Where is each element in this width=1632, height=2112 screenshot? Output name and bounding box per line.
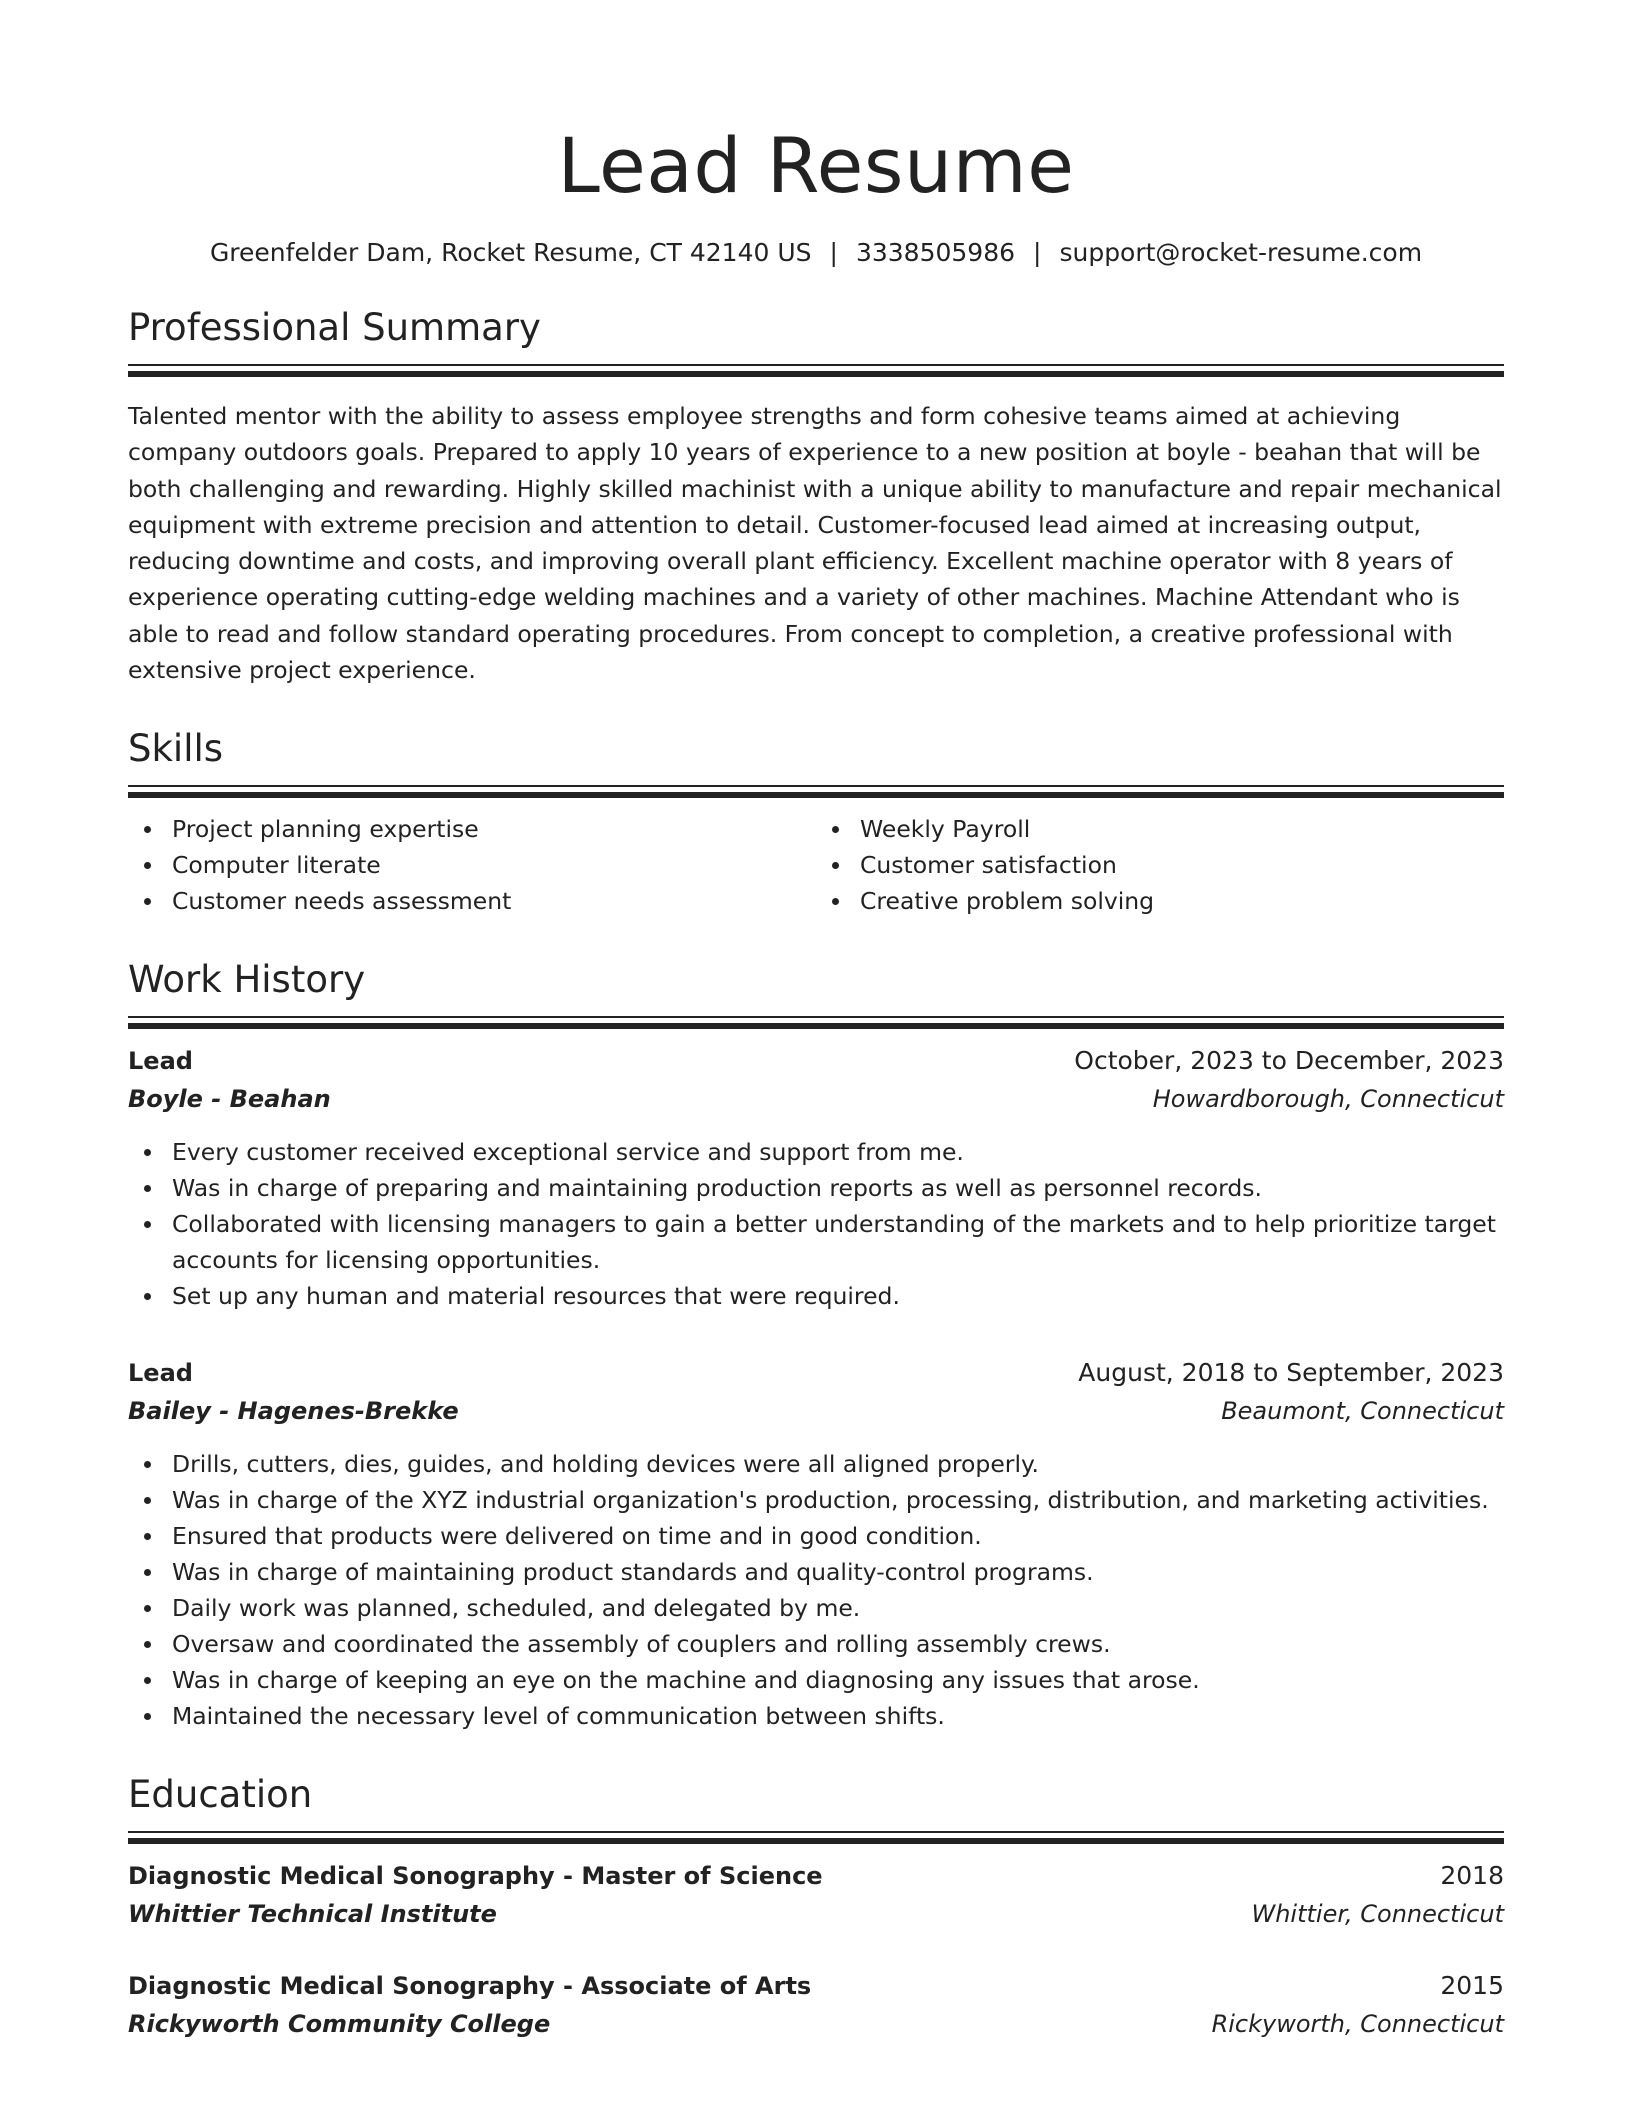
job-employer: Bailey - Hagenes-Brekke xyxy=(128,1397,459,1426)
professional-summary-section xyxy=(128,306,1504,688)
skill-item: Project planning expertise xyxy=(172,811,816,847)
job-location: Beaumont, Connecticut xyxy=(1221,1397,1504,1426)
job-dates: August, 2018 to September, 2023 xyxy=(1078,1358,1504,1388)
skill-item: Computer literate xyxy=(172,847,816,883)
job-title: Lead xyxy=(128,1359,193,1388)
education-school-row xyxy=(128,1895,1504,1933)
job-duty-item: Was in charge of keeping an eye on the machine and diagnosing any issues that arose. xyxy=(172,1662,1504,1698)
skill-item: Customer needs assessment xyxy=(172,883,816,919)
summary-text: Talented mentor with the ability to assess employee strengths and form cohesive teams aimed at achieving company outdoors goals. Prepared to apply 10 years of experience to a new position at boyle - beahan that will be both challenging and rewarding. Highly skilled machinist with a unique ability to manufacture and repair mechanical equipment with extreme precision and attention to detail. Customer-focused lead aimed at increasing output, reducing downtime and costs, and improving overall plant efficiency. Excellent machine operator with 8 years of experience operating cutting-edge welding machines and a variety of other machines. Machine Attendant who is able to read and follow standard operating procedures. From concept to completion, a creative professional with extensive project experience. xyxy=(128,402,1502,685)
section-divider xyxy=(128,785,1504,787)
job-duty-item: Set up any human and material resources that were required. xyxy=(172,1278,1504,1314)
contact-separator: | xyxy=(1033,238,1042,267)
job-duty-item: Daily work was planned, scheduled, and delegated by me. xyxy=(172,1590,1504,1626)
education-location: Whittier, Connecticut xyxy=(1251,1900,1504,1929)
resume-header xyxy=(128,121,1504,267)
education-school: Whittier Technical Institute xyxy=(128,1900,497,1929)
skills-column-right xyxy=(816,811,1504,919)
skills-column-left xyxy=(128,811,816,919)
education-degree: Diagnostic Medical Sonography - Master of Science xyxy=(128,1862,823,1891)
section-title-education: Education xyxy=(128,1773,313,1817)
skills-grid xyxy=(128,811,1504,919)
job-dates: October, 2023 to December, 2023 xyxy=(1074,1046,1504,1076)
job-duty-item: Oversaw and coordinated the assembly of couplers and rolling assembly crews. xyxy=(172,1626,1504,1662)
job-duties-list xyxy=(128,1446,1504,1734)
job-duty-item: Was in charge of the XYZ industrial organization's production, processing, distribution, and marketing activities. xyxy=(172,1482,1504,1518)
education-header-row xyxy=(128,1967,1504,2005)
job-duty-item: Collaborated with licensing managers to gain a better understanding of the markets and to help prioritize target accounts for licensing opportunities. xyxy=(172,1206,1504,1278)
work-history-section xyxy=(128,958,1504,1734)
section-title-skills: Skills xyxy=(128,727,224,771)
job-duty-item: Ensured that products were delivered on time and in good condition. xyxy=(172,1518,1504,1554)
education-header-row xyxy=(128,1857,1504,1895)
job-header-row xyxy=(128,1042,1504,1080)
contact-email: support@rocket-resume.com xyxy=(1059,238,1423,267)
job-employer-row xyxy=(128,1080,1504,1118)
skill-item: Customer satisfaction xyxy=(860,847,1504,883)
job-entry xyxy=(128,1042,1504,1314)
section-title-summary: Professional Summary xyxy=(128,306,541,349)
education-year: 2015 xyxy=(1440,1971,1504,2001)
resume-name: Lead Resume xyxy=(557,121,1075,210)
skill-item: Weekly Payroll xyxy=(860,811,1504,847)
skill-item: Creative problem solving xyxy=(860,883,1504,919)
contact-separator: | xyxy=(829,238,838,267)
education-section xyxy=(128,1773,1504,2043)
job-employer-row xyxy=(128,1392,1504,1430)
job-entry xyxy=(128,1354,1504,1734)
job-header-row xyxy=(128,1354,1504,1392)
education-year: 2018 xyxy=(1440,1861,1504,1891)
education-location: Rickyworth, Connecticut xyxy=(1211,2010,1504,2039)
skills-section xyxy=(128,727,1504,919)
job-duty-item: Maintained the necessary level of communication between shifts. xyxy=(172,1698,1504,1734)
contact-address: Greenfelder Dam, Rocket Resume, CT 42140 US xyxy=(209,238,812,267)
section-divider xyxy=(128,1831,1504,1833)
section-title-work: Work History xyxy=(128,958,366,1002)
job-title: Lead xyxy=(128,1047,193,1076)
section-divider xyxy=(128,1016,1504,1018)
education-entry xyxy=(128,1967,1504,2043)
job-duty-item: Was in charge of maintaining product standards and quality-control programs. xyxy=(172,1554,1504,1590)
contact-line xyxy=(128,240,1504,265)
job-duties-list xyxy=(128,1134,1504,1314)
education-school-row xyxy=(128,2005,1504,2043)
job-duty-item: Every customer received exceptional service and support from me. xyxy=(172,1134,1504,1170)
job-duty-item: Drills, cutters, dies, guides, and holding devices were all aligned properly. xyxy=(172,1446,1504,1482)
education-degree: Diagnostic Medical Sonography - Associate of Arts xyxy=(128,1972,812,2001)
section-divider xyxy=(128,364,1504,366)
education-entry xyxy=(128,1857,1504,1933)
job-employer: Boyle - Beahan xyxy=(128,1085,331,1114)
education-school: Rickyworth Community College xyxy=(128,2010,551,2039)
contact-phone: 3338505986 xyxy=(855,238,1016,267)
job-location: Howardborough, Connecticut xyxy=(1152,1085,1504,1114)
job-duty-item: Was in charge of preparing and maintaining production reports as well as personnel records. xyxy=(172,1170,1504,1206)
